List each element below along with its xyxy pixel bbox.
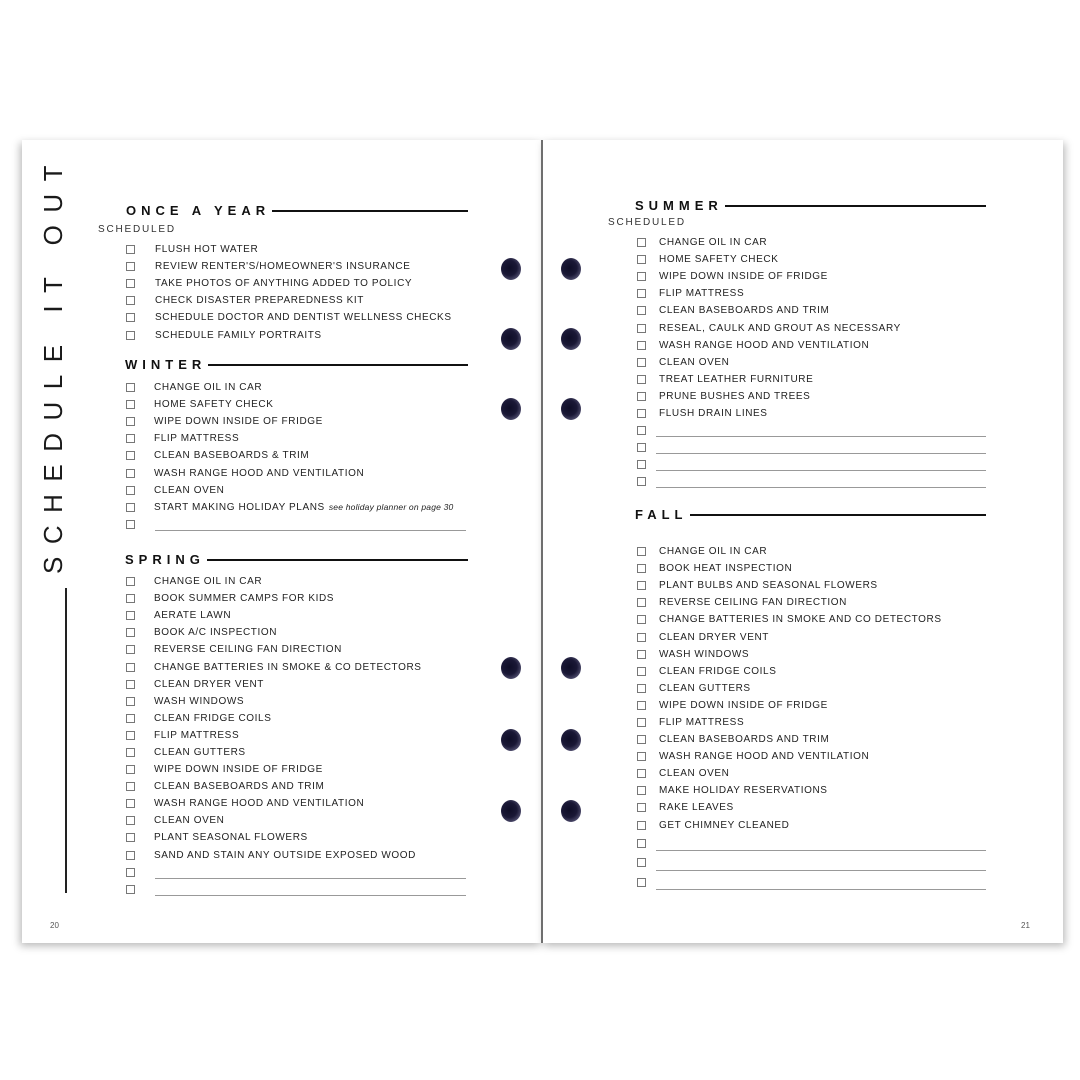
- checkbox[interactable]: [126, 663, 135, 672]
- checklist-item: [637, 731, 989, 748]
- checklist-item: [126, 778, 471, 795]
- item-label: PLANT SEASONAL FLOWERS: [154, 832, 308, 844]
- item-label: FLIP MATTRESS: [154, 433, 240, 445]
- item-label: CLEAN BASEBOARDS AND TRIM: [154, 781, 325, 793]
- checkbox[interactable]: [637, 443, 646, 452]
- checkbox[interactable]: [126, 680, 135, 689]
- item-label: GET CHIMNEY CLEANED: [659, 819, 790, 831]
- checkbox[interactable]: [637, 650, 646, 659]
- summer-title: SUMMER: [635, 198, 723, 213]
- checklist-item: [637, 782, 989, 799]
- checklist-item: [637, 302, 989, 319]
- item-label: FLUSH DRAIN LINES: [659, 407, 768, 419]
- checklist-item: [637, 371, 989, 388]
- checklist-item: [126, 309, 471, 326]
- checkbox[interactable]: [637, 752, 646, 761]
- item-label: FLUSH HOT WATER: [155, 244, 259, 256]
- write-in-line[interactable]: [656, 850, 986, 851]
- checklist-item: [126, 447, 471, 464]
- checklist-item: [637, 405, 989, 422]
- checkbox[interactable]: [126, 417, 135, 426]
- item-label: CLEAN DRYER VENT: [659, 631, 769, 643]
- checklist-item: [637, 611, 989, 628]
- checklist-item: [126, 499, 471, 516]
- checklist-item: [126, 292, 471, 309]
- item-label: HOME SAFETY CHECK: [659, 254, 779, 266]
- checklist-item: [637, 799, 989, 816]
- item-label: CLEAN FRIDGE COILS: [154, 712, 272, 724]
- checklist-item: [126, 326, 471, 343]
- checklist-item: [126, 795, 471, 812]
- checkbox[interactable]: [637, 289, 646, 298]
- write-in-line[interactable]: [155, 878, 466, 879]
- checklist-item: [126, 641, 471, 658]
- checklist-item: [126, 812, 471, 829]
- checklist-item: [126, 464, 471, 481]
- checklist-item: [637, 234, 989, 251]
- item-label: FLIP MATTRESS: [659, 716, 745, 728]
- summer-list: [637, 234, 989, 490]
- checklist-item: [637, 594, 989, 611]
- checkbox[interactable]: [637, 460, 646, 469]
- checkbox[interactable]: [637, 324, 646, 333]
- checklist-item: [126, 624, 471, 641]
- checkbox[interactable]: [637, 769, 646, 778]
- checkbox[interactable]: [637, 878, 646, 887]
- binder-hole: [561, 657, 581, 679]
- blank-checklist-item: [637, 834, 989, 854]
- checklist-item: [126, 847, 471, 864]
- item-label: SCHEDULE DOCTOR AND DENTIST WELLNESS CHECKS: [155, 312, 452, 324]
- item-label: PRUNE BUSHES AND TREES: [659, 390, 811, 402]
- checklist-item: [126, 590, 471, 607]
- checkbox[interactable]: [637, 392, 646, 401]
- checkbox[interactable]: [637, 564, 646, 573]
- checkbox[interactable]: [637, 581, 646, 590]
- blank-checklist-item: [637, 456, 989, 473]
- binder-hole: [561, 800, 581, 822]
- right-page-number: 21: [1021, 921, 1030, 930]
- binder-hole: [501, 729, 521, 751]
- checklist-item: [637, 714, 989, 731]
- checkbox[interactable]: [637, 803, 646, 812]
- item-label: WIPE DOWN INSIDE OF FRIDGE: [154, 764, 323, 776]
- checklist-item: [126, 607, 471, 624]
- checklist-item: [126, 413, 471, 430]
- winter-heading: [125, 357, 468, 372]
- checklist-item: [126, 379, 471, 396]
- checkbox[interactable]: [637, 358, 646, 367]
- checkbox[interactable]: [637, 684, 646, 693]
- blank-checklist-item: [637, 473, 989, 490]
- binder-hole: [501, 398, 521, 420]
- item-label: WIPE DOWN INSIDE OF FRIDGE: [154, 416, 323, 428]
- checkbox[interactable]: [126, 782, 135, 791]
- fall-list: [637, 543, 989, 892]
- checkbox[interactable]: [637, 375, 646, 384]
- checkbox[interactable]: [126, 331, 135, 340]
- item-label: CLEAN GUTTERS: [154, 746, 246, 758]
- checkbox[interactable]: [126, 279, 135, 288]
- checkbox[interactable]: [126, 714, 135, 723]
- item-label: CLEAN BASEBOARDS AND TRIM: [659, 305, 830, 317]
- checkbox[interactable]: [126, 434, 135, 443]
- blank-checklist-item: [637, 873, 989, 893]
- checkbox[interactable]: [126, 748, 135, 757]
- write-in-line[interactable]: [656, 889, 986, 890]
- write-in-line[interactable]: [656, 436, 986, 437]
- write-in-line[interactable]: [155, 530, 466, 531]
- winter-list: [126, 379, 471, 533]
- checklist-item: [126, 710, 471, 727]
- item-label: AERATE LAWN: [154, 610, 232, 622]
- spring-rule: [207, 559, 468, 561]
- checkbox[interactable]: [126, 577, 135, 586]
- binder-hole: [501, 328, 521, 350]
- binder-hole: [501, 258, 521, 280]
- checklist-item: [126, 761, 471, 778]
- checklist-item: [637, 319, 989, 336]
- item-label: CHANGE OIL IN CAR: [154, 576, 263, 588]
- item-label: FLIP MATTRESS: [154, 729, 240, 741]
- checkbox[interactable]: [126, 885, 135, 894]
- checkbox[interactable]: [126, 833, 135, 842]
- item-label: TREAT LEATHER FURNITURE: [659, 373, 814, 385]
- item-label: REVERSE CEILING FAN DIRECTION: [659, 597, 847, 609]
- checkbox[interactable]: [637, 426, 646, 435]
- item-label: CHECK DISASTER PREPAREDNESS KIT: [155, 295, 365, 307]
- item-label: START MAKING HOLIDAY PLANS: [154, 501, 325, 513]
- checkbox[interactable]: [637, 238, 646, 247]
- checkbox[interactable]: [126, 262, 135, 271]
- blank-checklist-item: [637, 439, 989, 456]
- checkbox[interactable]: [637, 255, 646, 264]
- checkbox[interactable]: [126, 313, 135, 322]
- once-a-year-title: ONCE A YEAR: [126, 203, 271, 218]
- item-label: WASH RANGE HOOD AND VENTILATION: [154, 798, 365, 810]
- item-label: CHANGE BATTERIES IN SMOKE AND CO DETECTORS: [659, 614, 942, 626]
- blank-checklist-item: [637, 422, 989, 439]
- spring-heading: [125, 552, 468, 567]
- binder-hole: [561, 398, 581, 420]
- item-label: CHANGE BATTERIES IN SMOKE & CO DETECTORS: [154, 661, 422, 673]
- checklist-item: [126, 396, 471, 413]
- checklist-item: [126, 676, 471, 693]
- checklist-item: [637, 817, 989, 834]
- fall-heading: [635, 507, 986, 522]
- item-label: CLEAN OVEN: [154, 815, 225, 827]
- item-label: REVIEW RENTER'S/HOMEOWNER'S INSURANCE: [155, 261, 411, 273]
- checkbox[interactable]: [637, 341, 646, 350]
- item-label: WIPE DOWN INSIDE OF FRIDGE: [659, 271, 828, 283]
- item-label: WASH RANGE HOOD AND VENTILATION: [659, 339, 870, 351]
- item-label: RAKE LEAVES: [659, 802, 734, 814]
- winter-rule: [208, 364, 468, 366]
- binder-hole: [561, 258, 581, 280]
- item-label: BOOK A/C INSPECTION: [154, 627, 278, 639]
- item-label: CHANGE OIL IN CAR: [659, 546, 768, 558]
- checkbox[interactable]: [637, 477, 646, 486]
- blank-checklist-item: [637, 853, 989, 873]
- checklist-item: [637, 577, 989, 594]
- write-in-line[interactable]: [656, 870, 986, 871]
- once-a-year-heading: [126, 203, 468, 218]
- checklist-item: [126, 744, 471, 761]
- item-label: CLEAN OVEN: [659, 356, 730, 368]
- fall-rule: [690, 514, 987, 516]
- checklist-item: [126, 430, 471, 447]
- write-in-line[interactable]: [656, 453, 986, 454]
- checkbox[interactable]: [637, 701, 646, 710]
- checkbox[interactable]: [637, 409, 646, 418]
- item-label: HOME SAFETY CHECK: [154, 399, 274, 411]
- checklist-item: [637, 663, 989, 680]
- summer-rule: [725, 205, 986, 207]
- item-label: SAND AND STAIN ANY OUTSIDE EXPOSED WOOD: [154, 849, 416, 861]
- item-label: CLEAN GUTTERS: [659, 682, 751, 694]
- checkbox[interactable]: [637, 786, 646, 795]
- left-page-number: 20: [50, 921, 59, 930]
- checkbox[interactable]: [126, 520, 135, 529]
- checkbox[interactable]: [637, 839, 646, 848]
- blank-checklist-item: [126, 881, 471, 898]
- item-label: CHANGE OIL IN CAR: [659, 237, 768, 249]
- write-in-line[interactable]: [155, 895, 466, 896]
- blank-checklist-item: [126, 516, 471, 533]
- item-label: FLIP MATTRESS: [659, 288, 745, 300]
- checklist-item: [637, 560, 989, 577]
- item-label: CLEAN BASEBOARDS AND TRIM: [659, 734, 830, 746]
- item-label: WASH RANGE HOOD AND VENTILATION: [659, 751, 870, 763]
- checklist-item: [637, 748, 989, 765]
- binder-hole: [561, 729, 581, 751]
- checklist-item: [126, 482, 471, 499]
- checklist-item: [126, 241, 471, 258]
- fall-title: FALL: [635, 507, 688, 522]
- checkbox[interactable]: [126, 645, 135, 654]
- checklist-item: [637, 680, 989, 697]
- checklist-item: [126, 727, 471, 744]
- checkbox[interactable]: [126, 245, 135, 254]
- checklist-item: [126, 275, 471, 292]
- checkbox[interactable]: [637, 615, 646, 624]
- winter-title: WINTER: [125, 357, 207, 372]
- checklist-item: [126, 658, 471, 675]
- item-label: WASH WINDOWS: [659, 648, 750, 660]
- holiday-planner-note: see holiday planner on page 30: [328, 502, 454, 513]
- checkbox[interactable]: [126, 868, 135, 877]
- item-label: RESEAL, CAULK AND GROUT AS NECESSARY: [659, 322, 901, 334]
- write-in-line[interactable]: [656, 470, 986, 471]
- checkbox[interactable]: [126, 296, 135, 305]
- checkbox[interactable]: [126, 816, 135, 825]
- checklist-item: [637, 388, 989, 405]
- once-a-year-list: [126, 241, 471, 344]
- checklist-item: [637, 337, 989, 354]
- checkbox[interactable]: [637, 667, 646, 676]
- item-label: BOOK HEAT INSPECTION: [659, 563, 793, 575]
- side-title: SCHEDULE IT OUT: [38, 152, 68, 574]
- item-label: CLEAN FRIDGE COILS: [659, 665, 777, 677]
- item-label: BOOK SUMMER CAMPS FOR KIDS: [154, 593, 335, 605]
- checklist-item: [126, 258, 471, 275]
- checklist-item: [637, 697, 989, 714]
- spring-list: [126, 573, 471, 898]
- checkbox[interactable]: [126, 383, 135, 392]
- checklist-item: [637, 268, 989, 285]
- checkbox[interactable]: [637, 547, 646, 556]
- checkbox[interactable]: [126, 503, 135, 512]
- checklist-item: [637, 765, 989, 782]
- binder-hole: [561, 328, 581, 350]
- summer-heading: [635, 198, 986, 213]
- binder-hole: [501, 800, 521, 822]
- spring-title: SPRING: [125, 552, 205, 567]
- checkbox[interactable]: [126, 486, 135, 495]
- checkbox[interactable]: [126, 628, 135, 637]
- checkbox[interactable]: [637, 306, 646, 315]
- checklist-item: [126, 829, 471, 846]
- write-in-line[interactable]: [656, 487, 986, 488]
- checkbox[interactable]: [637, 735, 646, 744]
- checklist-item: [126, 573, 471, 590]
- checkbox[interactable]: [126, 697, 135, 706]
- checklist-item: [637, 251, 989, 268]
- item-label: CLEAN OVEN: [154, 484, 225, 496]
- once-a-year-subtitle: SCHEDULED: [98, 224, 176, 235]
- item-label: WASH WINDOWS: [154, 695, 245, 707]
- checkbox[interactable]: [126, 799, 135, 808]
- checkbox[interactable]: [637, 633, 646, 642]
- checkbox[interactable]: [637, 718, 646, 727]
- item-label: CLEAN OVEN: [659, 768, 730, 780]
- item-label: CLEAN BASEBOARDS & TRIM: [154, 450, 310, 462]
- item-label: MAKE HOLIDAY RESERVATIONS: [659, 785, 828, 797]
- once-a-year-rule: [272, 210, 468, 212]
- blank-checklist-item: [126, 864, 471, 881]
- item-label: WIPE DOWN INSIDE OF FRIDGE: [659, 699, 828, 711]
- checkbox[interactable]: [126, 611, 135, 620]
- checkbox[interactable]: [637, 858, 646, 867]
- checkbox[interactable]: [126, 851, 135, 860]
- item-label: WASH RANGE HOOD AND VENTILATION: [154, 467, 365, 479]
- checklist-item: [637, 628, 989, 645]
- checkbox[interactable]: [637, 272, 646, 281]
- checklist-item: [637, 646, 989, 663]
- checklist-item: [126, 693, 471, 710]
- summer-subtitle: SCHEDULED: [608, 217, 686, 228]
- checkbox[interactable]: [126, 400, 135, 409]
- item-label: REVERSE CEILING FAN DIRECTION: [154, 644, 342, 656]
- item-label: SCHEDULE FAMILY PORTRAITS: [155, 329, 322, 341]
- checkbox[interactable]: [637, 821, 646, 830]
- book-spine: [541, 140, 543, 943]
- item-label: TAKE PHOTOS OF ANYTHING ADDED TO POLICY: [155, 278, 413, 290]
- checkbox[interactable]: [126, 594, 135, 603]
- checkbox[interactable]: [637, 598, 646, 607]
- checkbox[interactable]: [126, 451, 135, 460]
- checklist-item: [637, 285, 989, 302]
- side-title-rule: [65, 588, 67, 893]
- binder-hole: [501, 657, 521, 679]
- checkbox[interactable]: [126, 731, 135, 740]
- checklist-item: [637, 543, 989, 560]
- checklist-item: [637, 354, 989, 371]
- item-label: CLEAN DRYER VENT: [154, 678, 264, 690]
- checkbox[interactable]: [126, 765, 135, 774]
- checkbox[interactable]: [126, 469, 135, 478]
- item-label: CHANGE OIL IN CAR: [154, 382, 263, 394]
- item-label: PLANT BULBS AND SEASONAL FLOWERS: [659, 580, 878, 592]
